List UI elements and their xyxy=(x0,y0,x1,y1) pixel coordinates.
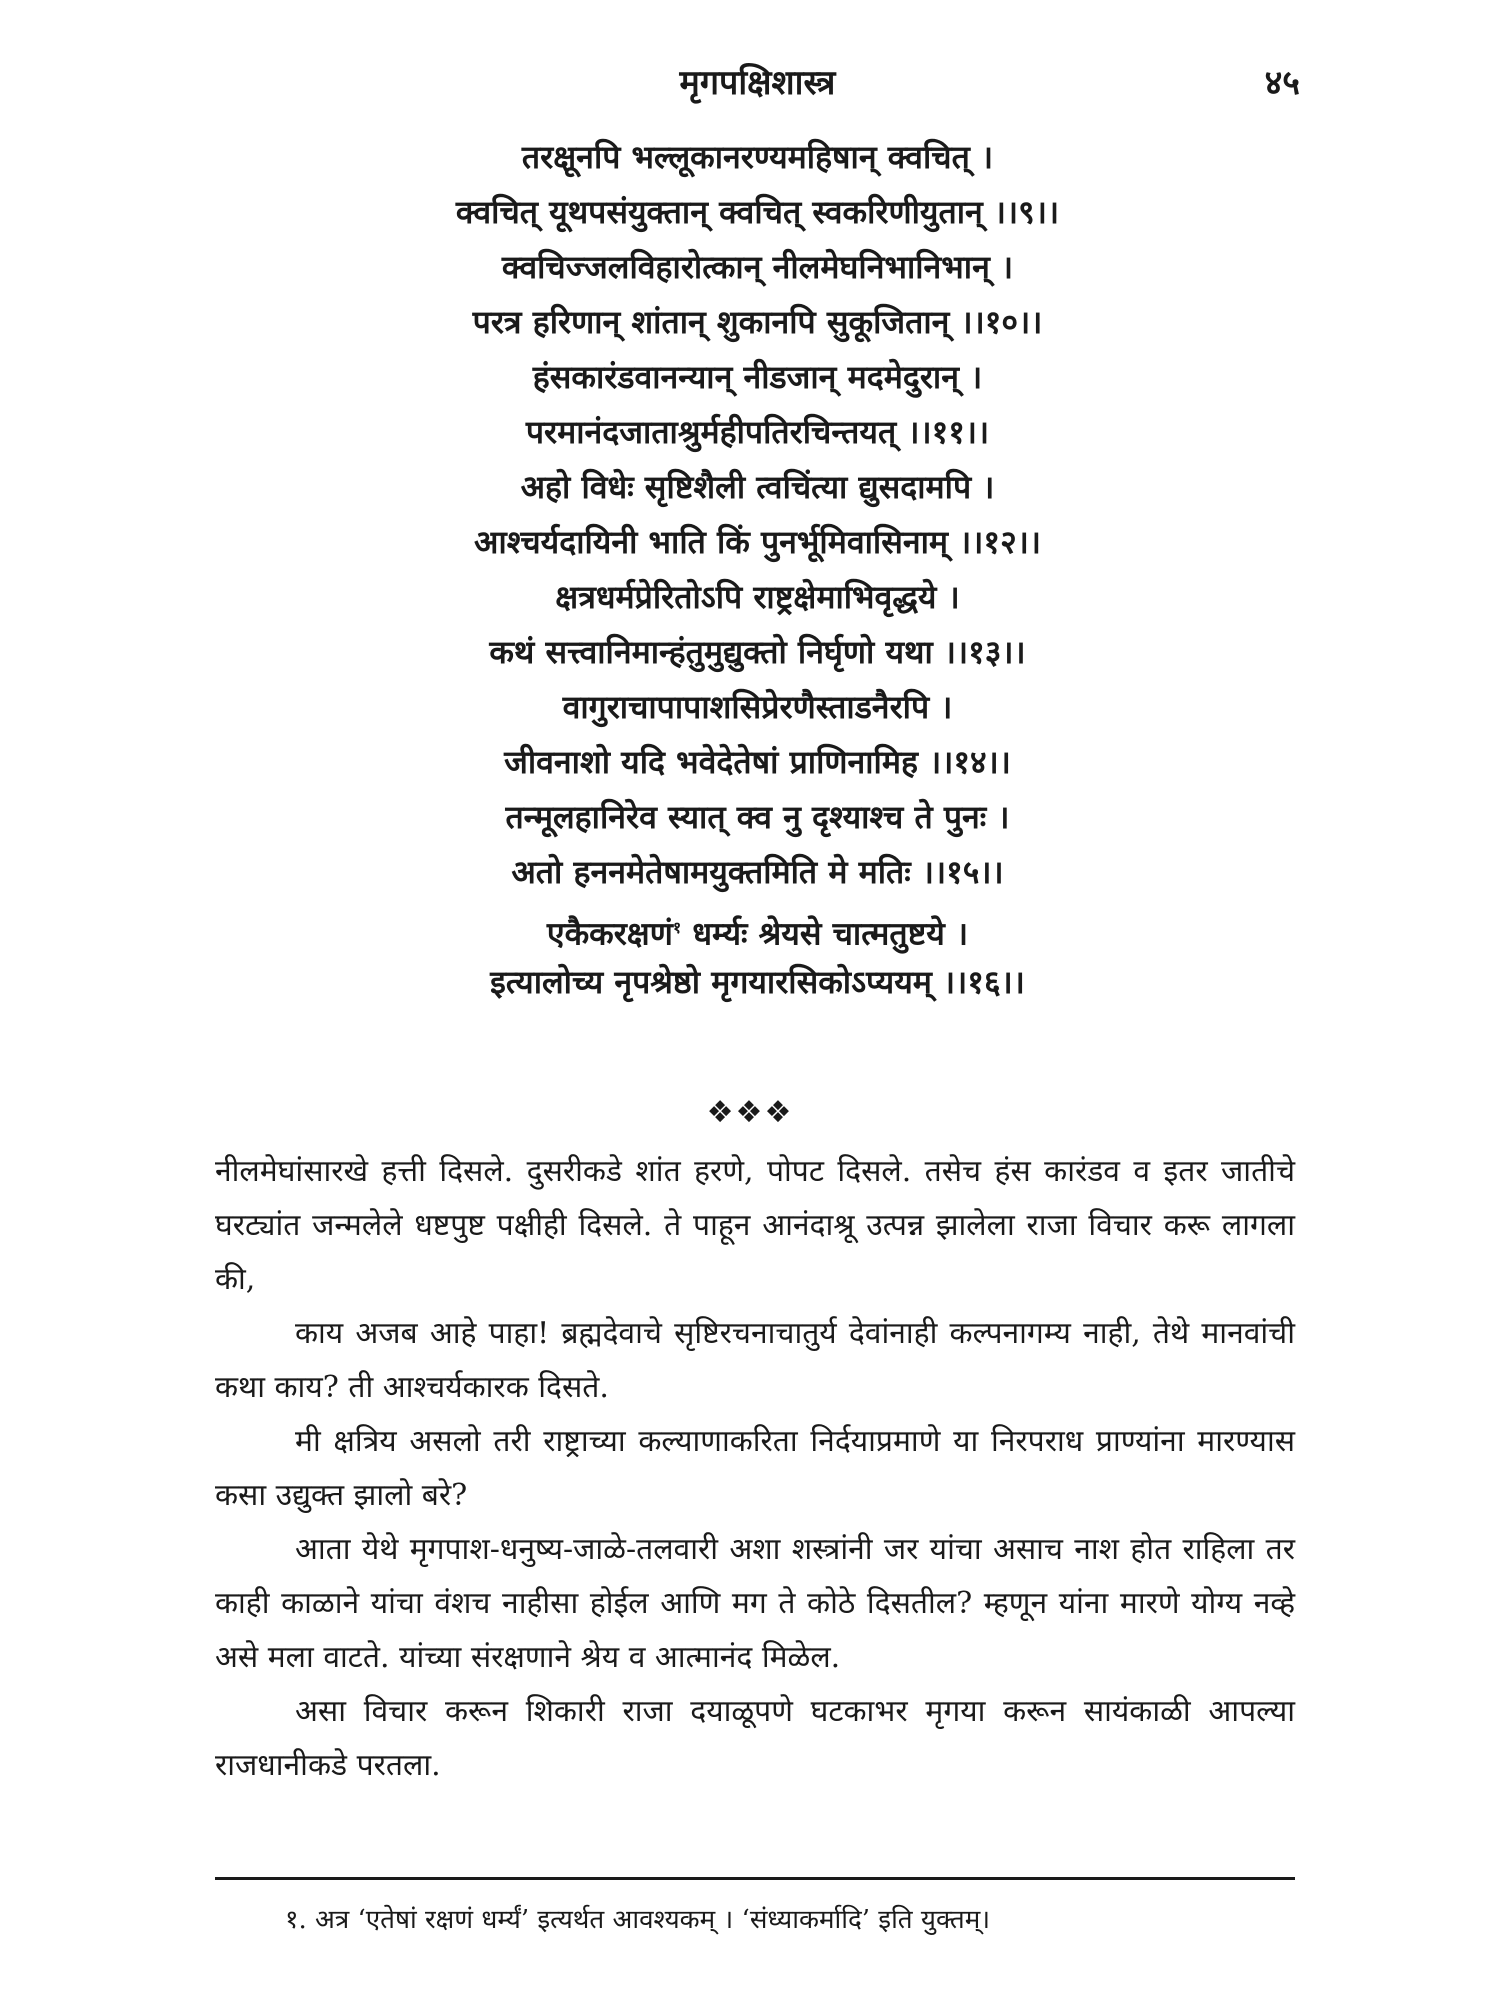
paragraph: काय अजब आहे पाहा! ब्रह्मदेवाचे सृष्टिरचनाचातुर्य देवांनाही कल्पनागम्य नाही, तेथे मानवांची कथा काय? ती आश्चर्यकारक दिसते. xyxy=(215,1316,1295,1405)
footnote-divider xyxy=(215,1877,1295,1880)
marathi-translation xyxy=(215,1145,1295,1793)
verse-line: अहो विधेः सृष्टिशैली त्वचिंत्या द्युसदामपि । xyxy=(520,468,995,506)
verse-line: हंसकारंडवानन्यान् नीडजान् मदमेदुरान् । xyxy=(532,358,983,396)
verse-text-start: एकैकरक्षणं xyxy=(546,914,673,953)
verse-line: तन्मूलहानिरेव स्यात् क्व नु दृश्याश्च ते पुनः । xyxy=(505,798,1010,836)
footnote-marker: १ xyxy=(672,918,682,937)
verse-text-end: धर्म्यः श्रेयसे चात्मतुष्टये । xyxy=(681,914,969,953)
verse-line: क्वचिज्जलविहारोत्कान् नीलमेघनिभानिभान् । xyxy=(501,248,1014,286)
paragraph: असा विचार करून शिकारी राजा दयाळूपणे घटकाभर मृगया करून सायंकाळी आपल्या राजधानीकडे परतला. xyxy=(215,1694,1295,1783)
sanskrit-verses xyxy=(215,130,1300,1010)
page-number: ४५ xyxy=(1264,63,1300,103)
verse-line: आश्चर्यदायिनी भाति किं पुनर्भूमिवासिनाम् ।।१२।। xyxy=(474,523,1041,561)
paragraph: आता येथे मृगपाश-धनुष्य-जाळे-तलवारी अशा शस्त्रांनी जर यांचा असाच नाश होत राहिला तर काही काळाने यांचा वंशच नाहीसा होईल आणि मग ते कोठे दिसतील? म्हणून यांना मारणे योग्य नव्हे असे मला वाटते. यांच्या संरक्षणाने श्रेय व आत्मानंद मिळेल. xyxy=(215,1532,1295,1675)
verse-line: कथं सत्त्वानिमान्हंतुमुद्युक्तो निर्घृणो यथा ।।१३।। xyxy=(489,633,1026,671)
running-title: मृगपक्षिशास्त्र xyxy=(679,63,836,103)
verse-line: क्वचित् यूथपसंयुक्तान् क्वचित् स्वकरिणीयुतान् ।।९।। xyxy=(455,193,1060,231)
verse-line: जीवनाशो यदि भवेदेतेषां प्राणिनामिह ।।१४।। xyxy=(504,743,1011,781)
page-header xyxy=(215,58,1300,128)
verse-line: इत्यालोच्य नृपश्रेष्ठो मृगयारसिकोऽप्ययम् ।।१६।। xyxy=(490,963,1025,1001)
paragraph: नीलमेघांसारखे हत्ती दिसले. दुसरीकडे शांत हरणे, पोपट दिसले. तसेच हंस कारंडव व इतर जातीचे घरट्यांत जन्मलेले धष्टपुष्ट पक्षीही दिसले. ते पाहून आनंदाश्रू उत्पन्न झालेला राजा विचार करू लागला की, xyxy=(215,1154,1295,1297)
verse-line: वागुराचापापाशसिप्रेरणैस्ताडनैरपि । xyxy=(562,688,953,726)
verse-line: परमानंदजाताश्रुर्महीपतिरचिन्तयत् ।।११।। xyxy=(525,413,990,451)
verse-line: परत्र हरिणान् शांतान् शुकानपि सुकूजितान् ।।१०।। xyxy=(472,303,1043,341)
verse-line: तरक्षूनपि भल्लूकानरण्यमहिषान् क्वचित् । xyxy=(521,138,994,176)
section-ornament: ❖❖❖ xyxy=(706,1095,794,1130)
verse-line: क्षत्रधर्मप्रेरितोऽपि राष्ट्रक्षेमाभिवृद्धये । xyxy=(555,578,960,616)
verse-line: अतो हननमेतेषामयुक्तमिति मे मतिः ।।१५।। xyxy=(511,853,1004,891)
footnote: १. अत्र ‘एतेषां रक्षणं धर्म्यं’ इत्यर्थत आवश्यकम् । ‘संध्याकर्मादि’ इति युक्तम्। xyxy=(285,1905,991,1935)
paragraph: मी क्षत्रिय असलो तरी राष्ट्राच्या कल्याणाकरिता निर्दयाप्रमाणे या निरपराध प्राण्यांना मारण्यास कसा उद्युक्त झालो बरे? xyxy=(215,1424,1295,1513)
verse-line-with-footnote-mark xyxy=(215,900,1300,955)
